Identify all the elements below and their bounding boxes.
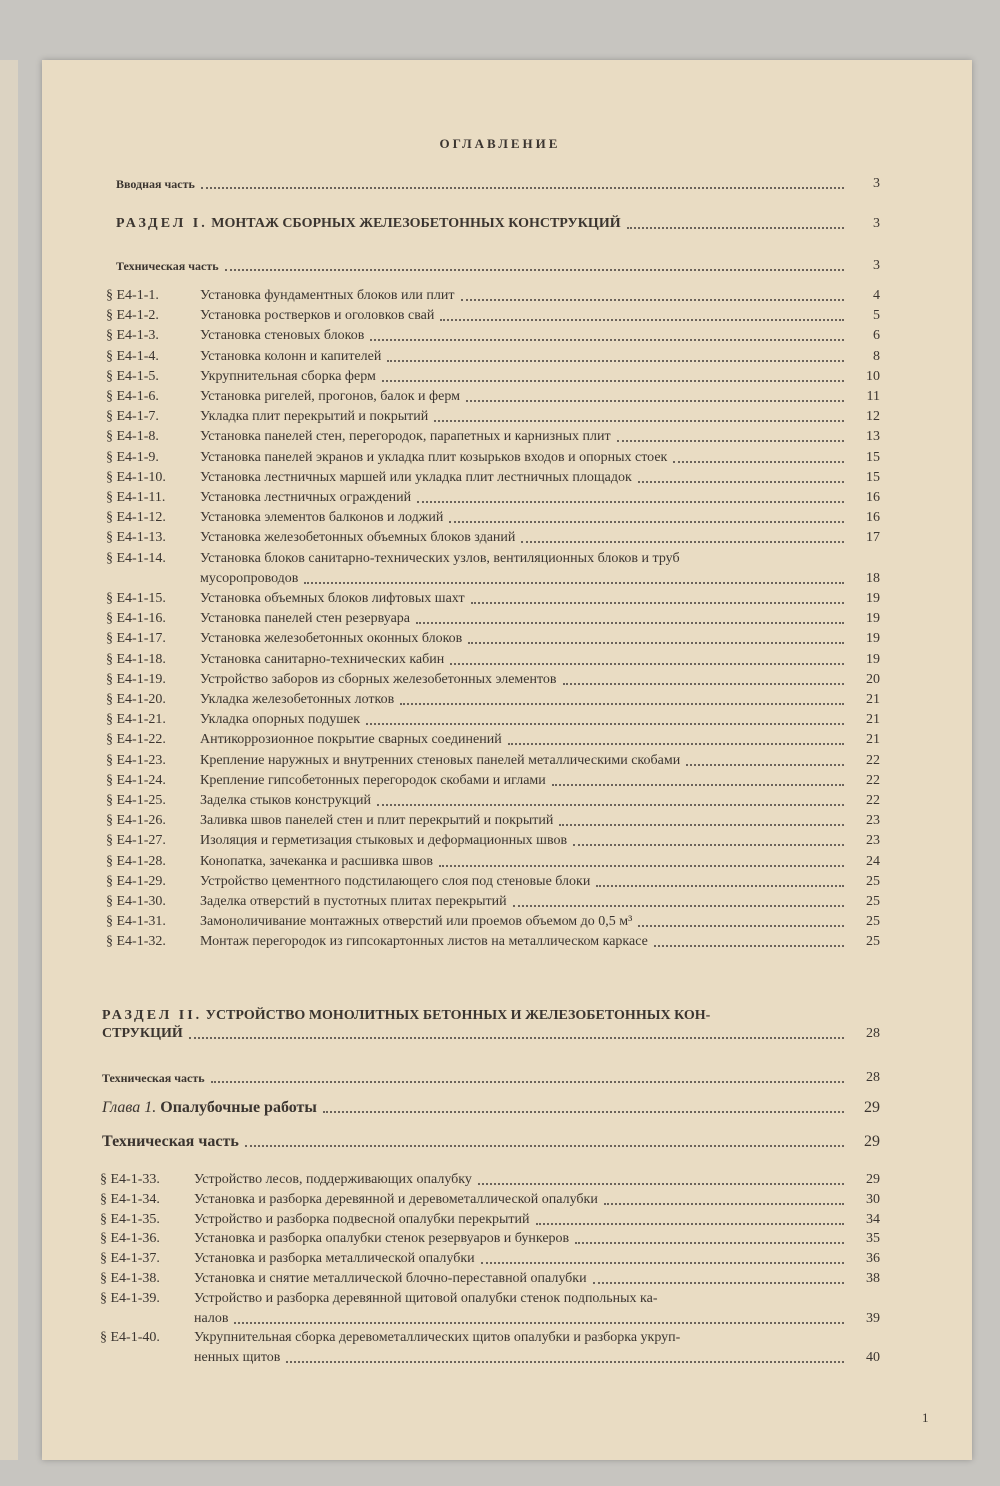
toc-item: [106, 328, 880, 344]
toc-item: [100, 1330, 880, 1346]
item-number: § Е4-1-40.: [100, 1330, 160, 1346]
item-title: Установка санитарно-технических кабин: [200, 651, 445, 667]
page-ref: 36: [866, 1251, 880, 1267]
item-title: Установка и разборка металлической опалубки: [194, 1251, 475, 1267]
item-number: § Е4-1-14.: [106, 550, 166, 566]
item-title: Установка панелей экранов и укладка плит козырьков входов и опорных стоек: [200, 449, 668, 465]
item-number: § Е4-1-10.: [106, 469, 166, 485]
leader-dots: [536, 1223, 844, 1225]
item-number: § Е4-1-1.: [106, 288, 159, 303]
page-ref: 19: [866, 631, 880, 647]
page-ref: 5: [873, 308, 880, 324]
item-number: § Е4-1-31.: [106, 914, 166, 930]
page-ref: 12: [866, 409, 880, 425]
leader-dots: [370, 339, 844, 341]
toc-item: [106, 349, 880, 365]
toc-section-2-cont: [102, 1026, 880, 1042]
section-2-label: УСТРОЙСТВО МОНОЛИТНЫХ БЕТОННЫХ И ЖЕЛЕЗОБЕТОННЫХ КОН-: [205, 1008, 711, 1023]
page-number: 1: [922, 1410, 929, 1425]
leader-dots: [593, 1282, 844, 1284]
toc-item: [106, 450, 880, 466]
item-number: § Е4-1-22.: [106, 732, 166, 748]
toc-item: [106, 611, 880, 627]
item-number: § Е4-1-28.: [106, 853, 166, 869]
toc-item: [106, 773, 880, 789]
item-title: Установка колонн и капителей: [200, 348, 382, 364]
leader-dots: [638, 481, 844, 483]
page-ref: 23: [866, 813, 880, 829]
page-ref: 16: [866, 510, 880, 526]
toc-intro: [116, 176, 880, 192]
item-number: § Е4-1-36.: [100, 1231, 160, 1247]
page-ref: 39: [866, 1310, 880, 1326]
toc-item: [106, 389, 880, 405]
item-title: Укрупнительная сборка деревометаллических щитов опалубки и разборка укруп-: [194, 1330, 681, 1346]
toc-item-cont: [194, 1350, 880, 1366]
leader-dots: [377, 804, 844, 806]
item-title: Заделка отверстий в пустотных плитах перекрытий: [200, 894, 507, 909]
leader-dots: [471, 602, 844, 604]
item-title: Монтаж перегородок из гипсокартонных листов на металлическом каркасе: [200, 934, 648, 950]
item-title: Установка блоков санитарно-технических узлов, вентиляционных блоков и труб: [200, 550, 680, 566]
page-ref: 19: [866, 591, 880, 606]
toc-item: [106, 793, 880, 809]
leader-dots: [400, 703, 844, 705]
leader-dots: [201, 187, 844, 189]
item-title: Устройство лесов, поддерживающих опалубку: [194, 1172, 472, 1187]
item-number: § Е4-1-20.: [106, 692, 166, 707]
item-number: § Е4-1-13.: [106, 530, 166, 546]
chapter-prefix: Глава 1.: [102, 1099, 157, 1116]
toc-section-2: [102, 1008, 854, 1024]
page-ref: 30: [866, 1191, 880, 1207]
item-title: Установка ростверков и оголовков свай: [200, 308, 435, 324]
leader-dots: [382, 380, 844, 382]
page-ref: 22: [866, 772, 880, 788]
leader-dots: [449, 521, 844, 523]
section-2-prefix: РАЗДЕЛ II.: [102, 1008, 203, 1023]
item-title: Установка панелей стен, перегородок, парапетных и карнизных плит: [200, 429, 611, 445]
item-title: Устройство и разборка деревянной щитовой опалубки стенок подпольных ка-: [194, 1290, 658, 1306]
toc-item: [106, 551, 880, 567]
tech-part-label: Техническая часть: [102, 1071, 205, 1085]
leader-dots: [481, 1262, 844, 1264]
item-title: Установка железобетонных объемных блоков зданий: [200, 530, 516, 546]
leader-dots: [189, 1037, 844, 1039]
page-ref: 40: [866, 1350, 880, 1366]
toc-item: [106, 712, 880, 728]
page-ref: 16: [866, 490, 880, 505]
leader-dots: [638, 925, 844, 927]
toc-item: [100, 1291, 880, 1307]
item-title: Заделка стыков конструкций: [200, 793, 371, 808]
leader-dots: [304, 582, 844, 584]
item-number: § Е4-1-26.: [106, 813, 166, 829]
leader-dots: [466, 400, 844, 402]
page-ref: 21: [866, 692, 880, 707]
page-ref: 38: [866, 1271, 880, 1286]
item-title: Укладка опорных подушек: [200, 712, 361, 728]
leader-dots: [440, 319, 844, 321]
item-title: Устройство заборов из сборных железобетонных элементов: [200, 671, 557, 687]
item-title-cont: ненных щитов: [194, 1350, 281, 1366]
leader-dots: [563, 683, 844, 685]
toc-item-cont: [194, 1311, 880, 1327]
page-ref: 20: [866, 671, 880, 687]
leader-dots: [461, 299, 844, 301]
toc-section-2-tech: [102, 1070, 880, 1086]
leader-dots: [604, 1203, 844, 1205]
item-title: Установка лестничных ограждений: [200, 490, 412, 505]
toc-item: [100, 1231, 880, 1247]
leader-dots: [575, 1242, 844, 1244]
toc-item: [106, 833, 880, 849]
item-number: § Е4-1-5.: [106, 368, 159, 384]
item-title: Укрупнительная сборка ферм: [200, 368, 376, 384]
page-ref: 11: [866, 389, 880, 404]
item-number: § Е4-1-39.: [100, 1290, 160, 1306]
item-number: § Е4-1-35.: [100, 1211, 160, 1227]
item-title: Установка и разборка деревянной и деревометаллической опалубки: [194, 1191, 598, 1207]
toc-item: [100, 1212, 880, 1228]
toc-item-cont: [200, 571, 880, 587]
adjacent-page-edge: [0, 60, 18, 1460]
page-ref: 3: [873, 216, 880, 231]
toc-item: [106, 409, 880, 425]
item-number: § Е4-1-27.: [106, 833, 166, 849]
chapter-label: Опалубочные работы: [160, 1099, 317, 1116]
item-number: § Е4-1-7.: [106, 409, 159, 425]
page-ref: 17: [866, 530, 880, 546]
toc-item: [106, 369, 880, 385]
toc-item: [106, 631, 880, 647]
page-ref: 15: [866, 469, 880, 485]
item-title: Установка и разборка опалубки стенок резервуаров и бункеров: [194, 1231, 570, 1247]
item-title: Конопатка, зачеканка и расшивка швов: [200, 853, 433, 869]
item-number: § Е4-1-30.: [106, 894, 166, 909]
leader-dots: [513, 905, 844, 907]
toc-item: [106, 652, 880, 668]
item-title: Укладка железобетонных лотков: [200, 692, 395, 707]
page-ref: 4: [873, 288, 880, 303]
item-title: Установка панелей стен резервуара: [200, 611, 410, 627]
page-ref: 10: [866, 368, 880, 384]
item-number: § Е4-1-21.: [106, 712, 166, 728]
toc-item: [100, 1192, 880, 1208]
item-number: § Е4-1-24.: [106, 772, 166, 788]
leader-dots: [450, 663, 844, 665]
toc-section-1: [116, 216, 880, 232]
leader-dots: [366, 723, 844, 725]
leader-dots: [508, 743, 844, 745]
item-title: Крепление наружных и внутренних стеновых панелей металлическими скобами: [200, 752, 681, 768]
toc-item: [100, 1271, 880, 1287]
page-ref: 19: [866, 651, 880, 667]
leader-dots: [686, 764, 844, 766]
leader-dots: [434, 420, 844, 422]
toc-item: [106, 510, 880, 526]
leader-dots: [521, 541, 844, 543]
page-ref: 28: [866, 1026, 880, 1041]
page-ref: 34: [866, 1211, 880, 1227]
item-title: Замоноличивание монтажных отверстий или проемов объемом до 0,5 м³: [200, 914, 633, 930]
page-ref: 22: [866, 793, 880, 808]
item-number: § Е4-1-2.: [106, 308, 159, 324]
toc-chapter-1: [102, 1100, 880, 1116]
chapter-heading: [102, 1100, 317, 1116]
item-number: § Е4-1-29.: [106, 873, 166, 889]
leader-dots: [439, 865, 844, 867]
toc-item: [100, 1251, 880, 1267]
section-2-label-cont: СТРУКЦИЙ: [102, 1026, 183, 1041]
toc-item: [106, 470, 880, 486]
leader-dots: [673, 461, 844, 463]
leader-dots: [323, 1111, 844, 1113]
page-ref: 29: [866, 1172, 880, 1187]
toc-item: [100, 1172, 880, 1188]
item-title: Заливка швов панелей стен и плит перекрытий и покрытий: [200, 813, 554, 829]
toc-item: [106, 591, 880, 607]
leader-dots: [617, 440, 844, 442]
page-ref: 29: [864, 1133, 880, 1150]
toc-item: [106, 813, 880, 829]
item-title: Установка стеновых блоков: [200, 328, 365, 344]
item-title: Установка объемных блоков лифтовых шахт: [200, 591, 465, 606]
toc-item: [106, 874, 880, 890]
page-ref: 25: [866, 914, 880, 930]
item-number: § Е4-1-17.: [106, 631, 166, 647]
page-ref: 13: [866, 429, 880, 445]
item-title: Антикоррозионное покрытие сварных соединений: [200, 732, 502, 748]
leader-dots: [627, 227, 844, 229]
item-number: § Е4-1-8.: [106, 429, 159, 445]
item-title: Устройство и разборка подвесной опалубки перекрытий: [194, 1211, 530, 1227]
leader-dots: [417, 501, 844, 503]
item-number: § Е4-1-25.: [106, 793, 166, 808]
chapter-tech-label: Техническая часть: [102, 1133, 239, 1150]
item-number: § Е4-1-4.: [106, 348, 159, 364]
toc-item: [106, 894, 880, 910]
page-ref: 3: [873, 176, 880, 191]
page-ref: 6: [873, 328, 880, 344]
leader-dots: [416, 622, 844, 624]
item-number: § Е4-1-3.: [106, 328, 159, 344]
toc-item: [106, 854, 880, 870]
item-number: § Е4-1-9.: [106, 449, 159, 465]
item-title: Установка железобетонных оконных блоков: [200, 631, 463, 647]
page-ref: 15: [866, 449, 880, 465]
page-ref: 29: [864, 1099, 880, 1116]
item-number: § Е4-1-32.: [106, 934, 166, 950]
item-number: § Е4-1-19.: [106, 671, 166, 687]
item-title-cont: мусоропроводов: [200, 570, 299, 586]
page-ref: 22: [866, 752, 880, 768]
leader-dots: [654, 945, 844, 947]
page-ref: 35: [866, 1231, 880, 1247]
toc-item: [106, 732, 880, 748]
item-number: § Е4-1-6.: [106, 389, 159, 404]
page-ref: 8: [873, 348, 880, 364]
section-1-prefix: РАЗДЕЛ I.: [116, 216, 208, 231]
item-number: § Е4-1-33.: [100, 1172, 160, 1187]
toc-item: [106, 288, 880, 304]
leader-dots: [552, 784, 844, 786]
item-number: § Е4-1-38.: [100, 1271, 160, 1286]
leader-dots: [559, 824, 844, 826]
item-number: § Е4-1-34.: [100, 1191, 160, 1207]
leader-dots: [596, 885, 844, 887]
leader-dots: [478, 1183, 844, 1185]
item-number: § Е4-1-16.: [106, 611, 166, 627]
item-number: § Е4-1-18.: [106, 651, 166, 667]
item-title: Установка и снятие металлической блочно-переставной опалубки: [194, 1271, 587, 1286]
toc-item: [106, 308, 880, 324]
toc-item: [106, 490, 880, 506]
tech-part-label: Техническая часть: [116, 259, 219, 273]
item-number: § Е4-1-37.: [100, 1251, 160, 1267]
page-title: ОГЛАВЛЕНИЕ: [439, 136, 561, 151]
item-title: Укладка плит перекрытий и покрытий: [200, 409, 429, 425]
toc-item: [106, 692, 880, 708]
page-ref: 18: [866, 570, 880, 586]
page-ref: 19: [866, 611, 880, 627]
item-title-cont: налов: [194, 1310, 229, 1326]
toc-item: [106, 934, 880, 950]
item-title: Установка ригелей, прогонов, балок и ферм: [200, 389, 460, 404]
leader-dots: [286, 1361, 844, 1363]
section-1-heading: [116, 216, 621, 232]
item-number: § Е4-1-15.: [106, 591, 166, 606]
leader-dots: [225, 269, 844, 271]
page-ref: 25: [866, 873, 880, 889]
page-ref: 24: [866, 853, 880, 869]
section-2-heading: [102, 1008, 710, 1024]
leader-dots: [573, 844, 844, 846]
intro-label: Вводная часть: [116, 177, 195, 191]
page-ref: 28: [866, 1070, 880, 1085]
toc-item: [106, 672, 880, 688]
toc-item: [106, 753, 880, 769]
page-ref: 25: [866, 894, 880, 909]
leader-dots: [387, 360, 844, 362]
item-number: § Е4-1-11.: [106, 490, 166, 505]
item-number: § Е4-1-12.: [106, 510, 166, 526]
toc-item: [106, 914, 880, 930]
item-title: Установка фундаментных блоков или плит: [200, 288, 455, 303]
item-number: § Е4-1-23.: [106, 752, 166, 768]
item-title: Крепление гипсобетонных перегородок скобами и иглами: [200, 772, 546, 788]
item-title: Устройство цементного подстилающего слоя под стеновые блоки: [200, 873, 591, 889]
item-title: Изоляция и герметизация стыковых и деформационных швов: [200, 833, 568, 849]
toc-item: [106, 530, 880, 546]
item-title: Установка лестничных маршей или укладка плит лестничных площадок: [200, 469, 632, 485]
page-ref: 25: [866, 934, 880, 950]
page-ref: 23: [866, 833, 880, 849]
section-1-label: МОНТАЖ СБОРНЫХ ЖЕЛЕЗОБЕТОННЫХ КОНСТРУКЦИЙ: [211, 216, 621, 231]
toc-section-1-tech: [116, 258, 880, 274]
leader-dots: [245, 1145, 844, 1147]
page-ref: 21: [866, 712, 880, 728]
toc-chapter-tech: [102, 1134, 880, 1150]
item-title: Установка элементов балконов и лоджий: [200, 510, 444, 526]
leader-dots: [468, 642, 844, 644]
page-ref: 3: [873, 258, 880, 273]
leader-dots: [234, 1322, 844, 1324]
page-ref: 21: [866, 732, 880, 748]
toc-item: [106, 429, 880, 445]
leader-dots: [211, 1081, 844, 1083]
